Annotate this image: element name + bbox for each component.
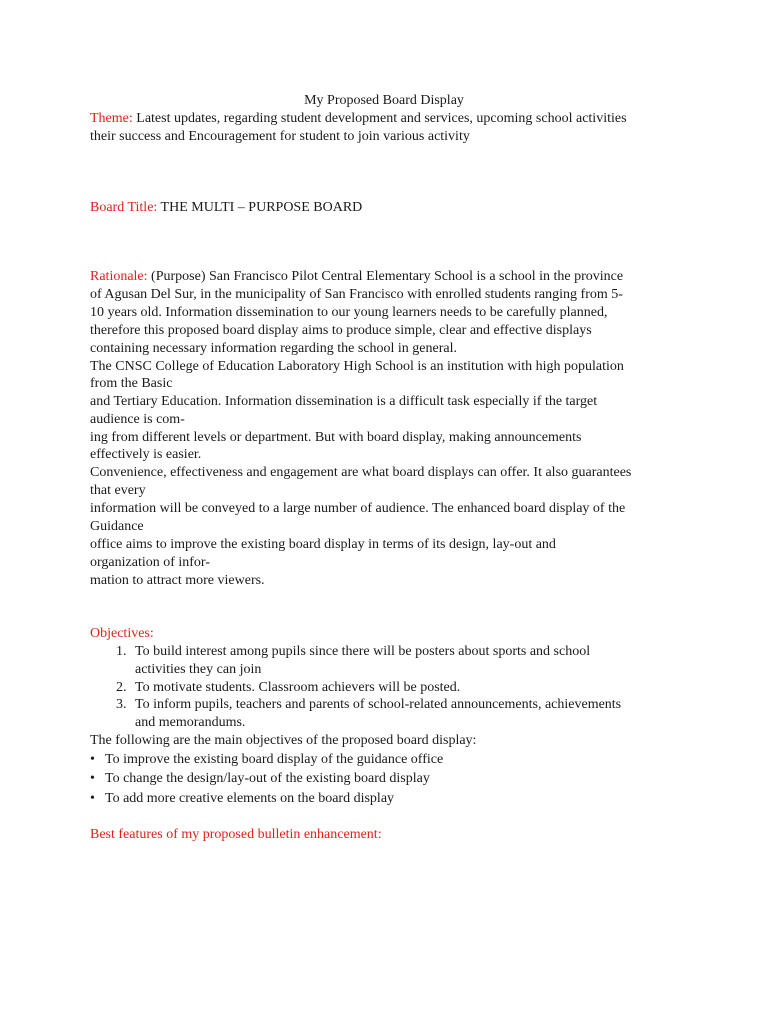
rationale-line: 10 years old. Information dissemination to our young learners needs to be carefully planned, <box>90 305 608 320</box>
rationale-line: from the Basic <box>90 376 173 391</box>
rationale-line: ing from different levels or department. But with board display, making announcements <box>90 430 582 445</box>
rationale-line: that every <box>90 483 146 498</box>
bullet-icon: • <box>90 791 95 806</box>
rationale-line: Guidance <box>90 519 144 534</box>
bullet-item: To improve the existing board display of the guidance office <box>105 752 444 767</box>
theme-line-2: their success and Encouragement for student to join various activity <box>90 129 470 144</box>
objective-text: activities they can join <box>135 662 262 677</box>
rationale-line: mation to attract more viewers. <box>90 573 265 588</box>
bullet-icon: • <box>90 752 95 767</box>
rationale-line: of Agusan Del Sur, in the municipality of San Francisco with enrolled students ranging from 5- <box>90 287 623 302</box>
objective-text: To inform pupils, teachers and parents of school-related announcements, achievements <box>135 697 622 712</box>
rationale-line-first <box>90 268 623 286</box>
objectives-intro: The following are the main objectives of the proposed board display: <box>90 733 477 748</box>
board-title-line <box>90 199 362 217</box>
objective-number: 2. <box>116 680 127 695</box>
rationale-label: Rationale: <box>90 269 148 284</box>
rationale-text: (Purpose) San Francisco Pilot Central Elementary School is a school in the province <box>147 269 624 284</box>
theme-label: Theme: <box>90 111 133 126</box>
objective-text: and memorandums. <box>135 715 246 730</box>
rationale-line: office aims to improve the existing board display in terms of its design, lay-out and <box>90 537 556 552</box>
theme-line-1 <box>90 110 627 128</box>
rationale-line: Convenience, effectiveness and engagement are what board displays can offer. It also guarantees <box>90 465 632 480</box>
board-title-label: Board Title: <box>90 200 158 215</box>
objective-text: To build interest among pupils since there will be posters about sports and school <box>135 644 591 659</box>
bullet-item: To change the design/lay-out of the existing board display <box>105 771 430 786</box>
rationale-line: therefore this proposed board display aims to produce simple, clear and effective displays <box>90 323 592 338</box>
rationale-line: audience is com- <box>90 412 185 427</box>
document-title: My Proposed Board Display <box>304 93 464 108</box>
bullet-item: To add more creative elements on the board display <box>105 791 395 806</box>
theme-text: Latest updates, regarding student development and services, upcoming school activities <box>132 111 627 126</box>
board-title-value: THE MULTI – PURPOSE BOARD <box>157 200 363 215</box>
objective-number: 3. <box>116 697 127 712</box>
rationale-line: and Tertiary Education. Information dissemination is a difficult task especially if the target <box>90 394 598 409</box>
rationale-line: The CNSC College of Education Laboratory High School is an institution with high population <box>90 359 624 374</box>
rationale-line: containing necessary information regarding the school in general. <box>90 341 457 356</box>
objectives-label: Objectives: <box>90 626 154 641</box>
best-features-label: Best features of my proposed bulletin enhancement: <box>90 827 382 842</box>
rationale-line: organization of infor- <box>90 555 210 570</box>
objective-number: 1. <box>116 644 127 659</box>
rationale-line: effectively is easier. <box>90 447 202 462</box>
bullet-icon: • <box>90 771 95 786</box>
objective-text: To motivate students. Classroom achievers will be posted. <box>135 680 461 695</box>
rationale-line: information will be conveyed to a large number of audience. The enhanced board display of the <box>90 501 626 516</box>
